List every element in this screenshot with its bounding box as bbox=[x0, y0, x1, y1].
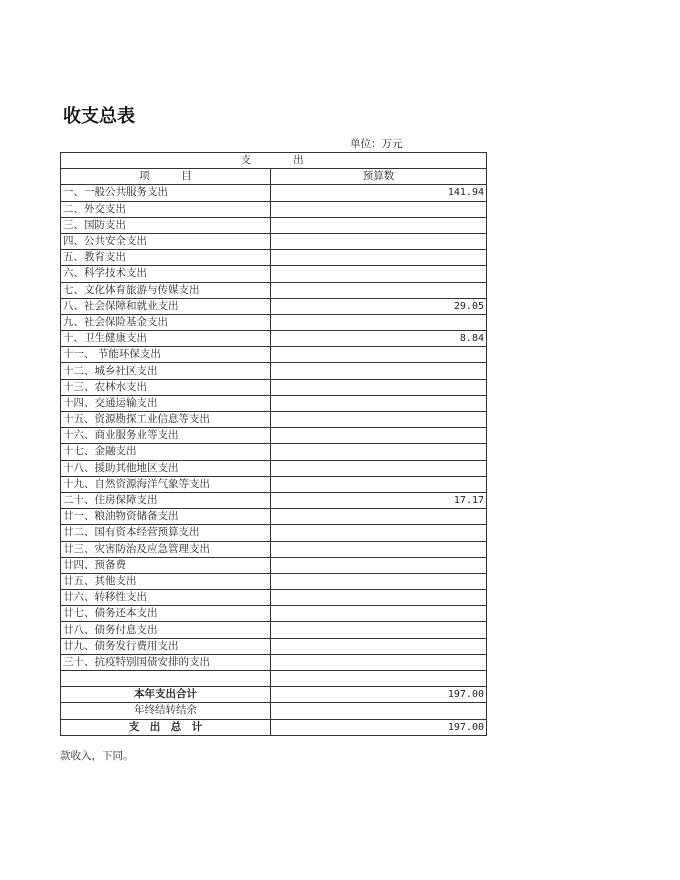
row-label: 一、一般公共服务支出 bbox=[61, 185, 271, 201]
table-row bbox=[61, 282, 487, 298]
page-title: 收支总表 bbox=[63, 106, 135, 127]
row-label: 十二、城乡社区支出 bbox=[61, 363, 271, 379]
table-row bbox=[61, 573, 487, 589]
carryover-label: 年终结转结余 bbox=[61, 703, 271, 719]
row-label: 八、社会保障和就业支出 bbox=[61, 298, 271, 314]
row-value bbox=[271, 541, 487, 557]
column-header-item: 项 目 bbox=[61, 169, 271, 185]
row-value bbox=[271, 622, 487, 638]
row-value: 141.94 bbox=[271, 185, 487, 201]
table-row bbox=[61, 444, 487, 460]
table-row bbox=[61, 250, 487, 266]
row-value: 29.05 bbox=[271, 298, 487, 314]
table-row bbox=[61, 201, 487, 217]
row-label: 十三、农林水支出 bbox=[61, 379, 271, 395]
carryover-row bbox=[61, 703, 487, 719]
row-label: 廿一、粮油物资储备支出 bbox=[61, 509, 271, 525]
row-value: 8.84 bbox=[271, 331, 487, 347]
table-row bbox=[61, 395, 487, 411]
row-label: 三、国防支出 bbox=[61, 217, 271, 233]
table-row bbox=[61, 298, 487, 314]
row-label: 二十、住房保障支出 bbox=[61, 492, 271, 508]
grand-total-row bbox=[61, 719, 487, 735]
row-value bbox=[271, 266, 487, 282]
row-label: 五、教育支出 bbox=[61, 250, 271, 266]
row-label: 三十、抗疫特别国债安排的支出 bbox=[61, 654, 271, 670]
table-row bbox=[61, 217, 487, 233]
table-row bbox=[61, 606, 487, 622]
row-value bbox=[271, 525, 487, 541]
row-value bbox=[271, 606, 487, 622]
row-value: 17.17 bbox=[271, 492, 487, 508]
row-label: 七、文化体育旅游与传媒支出 bbox=[61, 282, 271, 298]
year-total-value: 197.00 bbox=[271, 687, 487, 703]
unit-label: 单位：万元 bbox=[350, 138, 403, 150]
row-value bbox=[271, 428, 487, 444]
section-header-row bbox=[61, 153, 487, 169]
row-label: 十五、资源勘探工业信息等支出 bbox=[61, 412, 271, 428]
table-row bbox=[61, 233, 487, 249]
table-row bbox=[61, 428, 487, 444]
row-value bbox=[271, 363, 487, 379]
row-value bbox=[271, 395, 487, 411]
table-row bbox=[61, 476, 487, 492]
grand-total-value: 197.00 bbox=[271, 719, 487, 735]
row-value bbox=[271, 314, 487, 330]
row-value bbox=[271, 476, 487, 492]
row-value bbox=[271, 412, 487, 428]
footnote: 款收入，下同。 bbox=[60, 750, 134, 762]
row-label: 十九、自然资源海洋气象等支出 bbox=[61, 476, 271, 492]
column-header-budget: 预算数 bbox=[271, 169, 487, 185]
column-header-row bbox=[61, 169, 487, 185]
row-value bbox=[271, 573, 487, 589]
row-value bbox=[271, 654, 487, 670]
row-label: 廿九、债务发行费用支出 bbox=[61, 638, 271, 654]
year-total-label: 本年支出合计 bbox=[61, 687, 271, 703]
grand-total-label: 支 出 总 计 bbox=[61, 719, 271, 735]
row-value bbox=[271, 509, 487, 525]
table-row bbox=[61, 638, 487, 654]
table-row bbox=[61, 363, 487, 379]
table-row bbox=[61, 492, 487, 508]
row-value bbox=[271, 590, 487, 606]
table-row bbox=[61, 509, 487, 525]
table-row bbox=[61, 266, 487, 282]
row-value bbox=[271, 557, 487, 573]
row-label: 廿七、债务还本支出 bbox=[61, 606, 271, 622]
row-label: 十、卫生健康支出 bbox=[61, 331, 271, 347]
table-row bbox=[61, 671, 487, 687]
row-value bbox=[271, 250, 487, 266]
income-expense-table bbox=[60, 152, 487, 736]
table-row bbox=[61, 379, 487, 395]
year-total-row bbox=[61, 687, 487, 703]
table-row bbox=[61, 460, 487, 476]
row-label: 十六、商业服务业等支出 bbox=[61, 428, 271, 444]
table-row bbox=[61, 185, 487, 201]
row-label: 二、外交支出 bbox=[61, 201, 271, 217]
row-label: 廿三、灾害防治及应急管理支出 bbox=[61, 541, 271, 557]
row-label: 廿五、其他支出 bbox=[61, 573, 271, 589]
carryover-value bbox=[271, 703, 487, 719]
table-row bbox=[61, 347, 487, 363]
row-label bbox=[61, 671, 271, 687]
table-row bbox=[61, 314, 487, 330]
table-row bbox=[61, 412, 487, 428]
row-value bbox=[271, 233, 487, 249]
table-row bbox=[61, 654, 487, 670]
row-value bbox=[271, 460, 487, 476]
table-row bbox=[61, 541, 487, 557]
row-value bbox=[271, 201, 487, 217]
row-label: 四、公共安全支出 bbox=[61, 233, 271, 249]
row-label: 十四、交通运输支出 bbox=[61, 395, 271, 411]
row-value bbox=[271, 638, 487, 654]
row-label: 十七、金融支出 bbox=[61, 444, 271, 460]
table-row bbox=[61, 557, 487, 573]
row-value bbox=[271, 282, 487, 298]
row-value bbox=[271, 217, 487, 233]
row-value bbox=[271, 671, 487, 687]
row-label: 十一、 节能环保支出 bbox=[61, 347, 271, 363]
row-value bbox=[271, 347, 487, 363]
row-label: 廿四、预备费 bbox=[61, 557, 271, 573]
row-value bbox=[271, 444, 487, 460]
row-label: 廿八、债务付息支出 bbox=[61, 622, 271, 638]
table-row bbox=[61, 622, 487, 638]
table-row bbox=[61, 331, 487, 347]
expense-rows bbox=[61, 185, 487, 687]
row-label: 廿二、国有资本经营预算支出 bbox=[61, 525, 271, 541]
row-label: 廿六、转移性支出 bbox=[61, 590, 271, 606]
row-label: 九、社会保险基金支出 bbox=[61, 314, 271, 330]
row-label: 六、科学技术支出 bbox=[61, 266, 271, 282]
table-row bbox=[61, 590, 487, 606]
row-value bbox=[271, 379, 487, 395]
section-header: 支 出 bbox=[61, 153, 487, 169]
table-row bbox=[61, 525, 487, 541]
row-label: 十八、援助其他地区支出 bbox=[61, 460, 271, 476]
